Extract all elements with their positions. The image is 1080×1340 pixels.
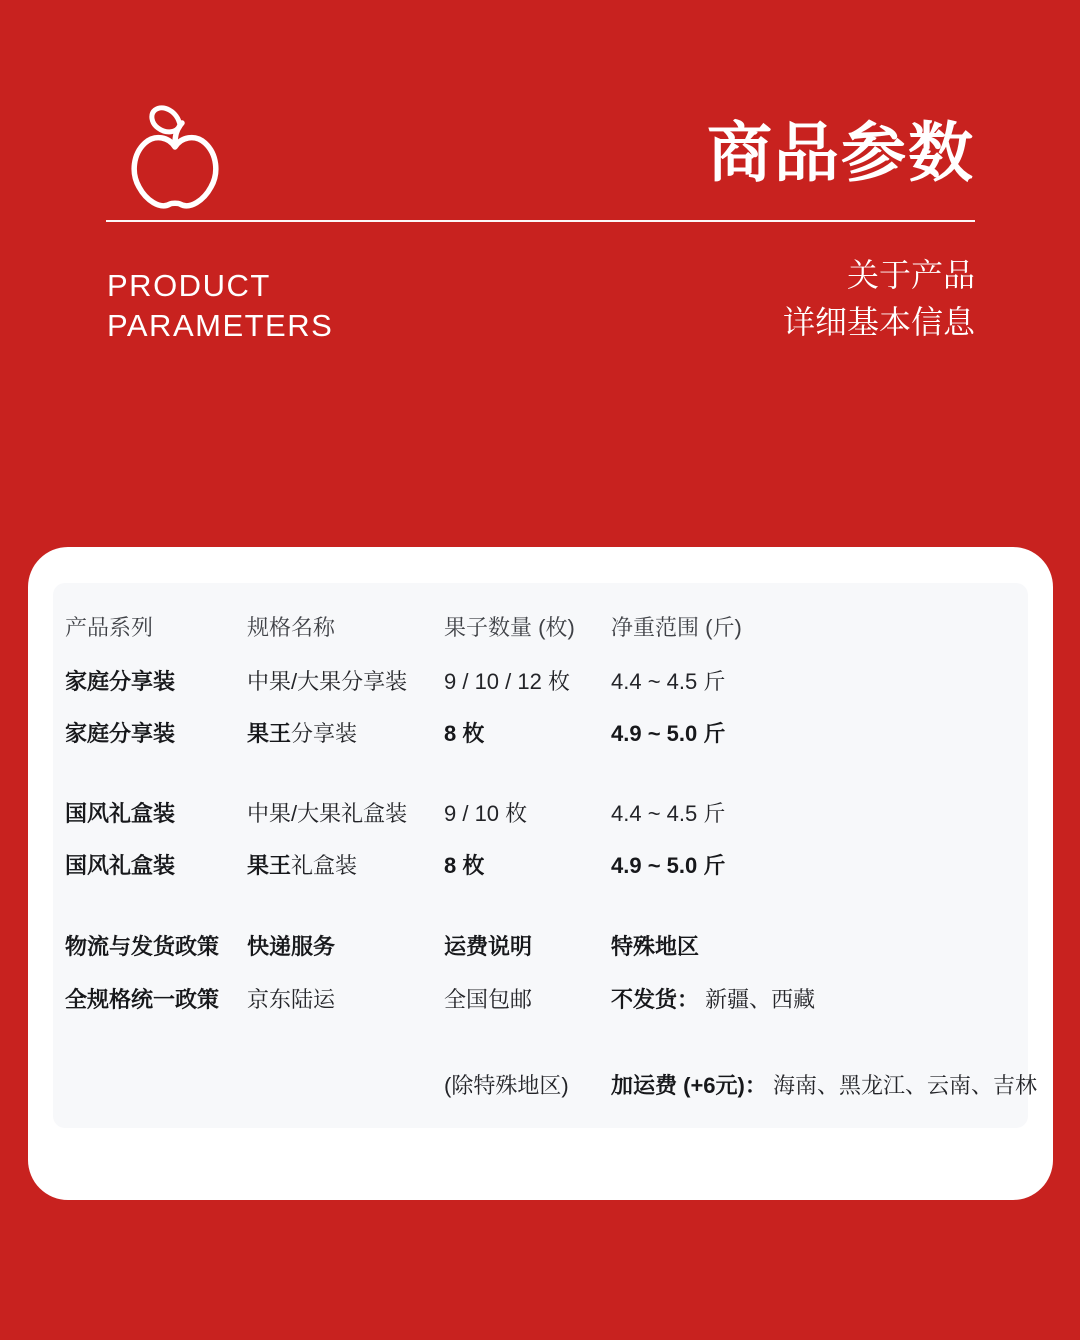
table-cell: 果王礼盒装	[247, 853, 358, 878]
table-cell: 京东陆运	[247, 987, 336, 1012]
page-title: 商品参数	[706, 116, 975, 189]
table-cell: 8 枚	[444, 721, 485, 746]
table-header-row	[65, 615, 1012, 641]
table-cell: (除特殊地区)	[444, 1073, 569, 1098]
table-cell: 快递服务	[247, 934, 336, 959]
subtitle-chinese	[783, 252, 975, 346]
subtitle-chinese-line2: 详细基本信息	[782, 304, 975, 340]
table-cell: 中果/大果分享装	[247, 669, 408, 694]
table-cell: 物流与发货政策	[65, 934, 220, 959]
table-cell: 特殊地区	[611, 934, 700, 959]
table-row	[65, 1073, 1037, 1099]
column-header-series: 产品系列	[65, 615, 154, 640]
table-row	[65, 853, 1012, 879]
table-cell: 加运费 (+6元)： 海南、黑龙江、云南、吉林	[611, 1073, 1037, 1098]
table-row	[65, 987, 1012, 1013]
apple-leaf	[152, 108, 180, 132]
table-cell: 4.9 ~ 5.0 斤	[611, 721, 726, 746]
apple-icon	[129, 103, 221, 211]
spec-table	[53, 583, 1037, 1128]
table-cell: 4.9 ~ 5.0 斤	[611, 853, 726, 878]
column-header-net-weight: 净重范围 (斤)	[611, 615, 742, 640]
table-cell: 国风礼盒装	[65, 853, 176, 878]
table-cell: 全规格统一政策	[65, 987, 220, 1012]
table-cell: 运费说明	[444, 934, 533, 959]
table-row	[65, 801, 1012, 827]
table-cell: 8 枚	[444, 853, 485, 878]
table-section-header-row	[65, 934, 1012, 960]
apple-body	[134, 138, 216, 206]
table-cell: 果王分享装	[247, 721, 358, 746]
divider-line	[106, 220, 975, 222]
table-cell: 家庭分享装	[65, 669, 176, 694]
table-cell: 9 / 10 枚	[444, 801, 528, 826]
table-cell: 家庭分享装	[65, 721, 176, 746]
table-cell: 不发货： 新疆、西藏	[611, 987, 816, 1012]
table-cell: 4.4 ~ 4.5 斤	[611, 669, 726, 694]
table-row	[65, 669, 1012, 695]
subtitle-chinese-line1: 关于产品	[846, 257, 975, 293]
subtitle-english-line1: PRODUCT	[107, 268, 271, 303]
table-row	[65, 721, 1012, 747]
column-header-spec-name: 规格名称	[247, 615, 336, 640]
table-cell: 9 / 10 / 12 枚	[444, 669, 570, 694]
subtitle-english	[107, 266, 333, 346]
column-header-fruit-count: 果子数量 (枚)	[444, 615, 575, 640]
table-cell: 中果/大果礼盒装	[247, 801, 408, 826]
table-cell: 4.4 ~ 4.5 斤	[611, 801, 726, 826]
table-cell: 全国包邮	[444, 987, 533, 1012]
table-cell: 国风礼盒装	[65, 801, 176, 826]
subtitle-english-line2: PARAMETERS	[107, 308, 334, 343]
